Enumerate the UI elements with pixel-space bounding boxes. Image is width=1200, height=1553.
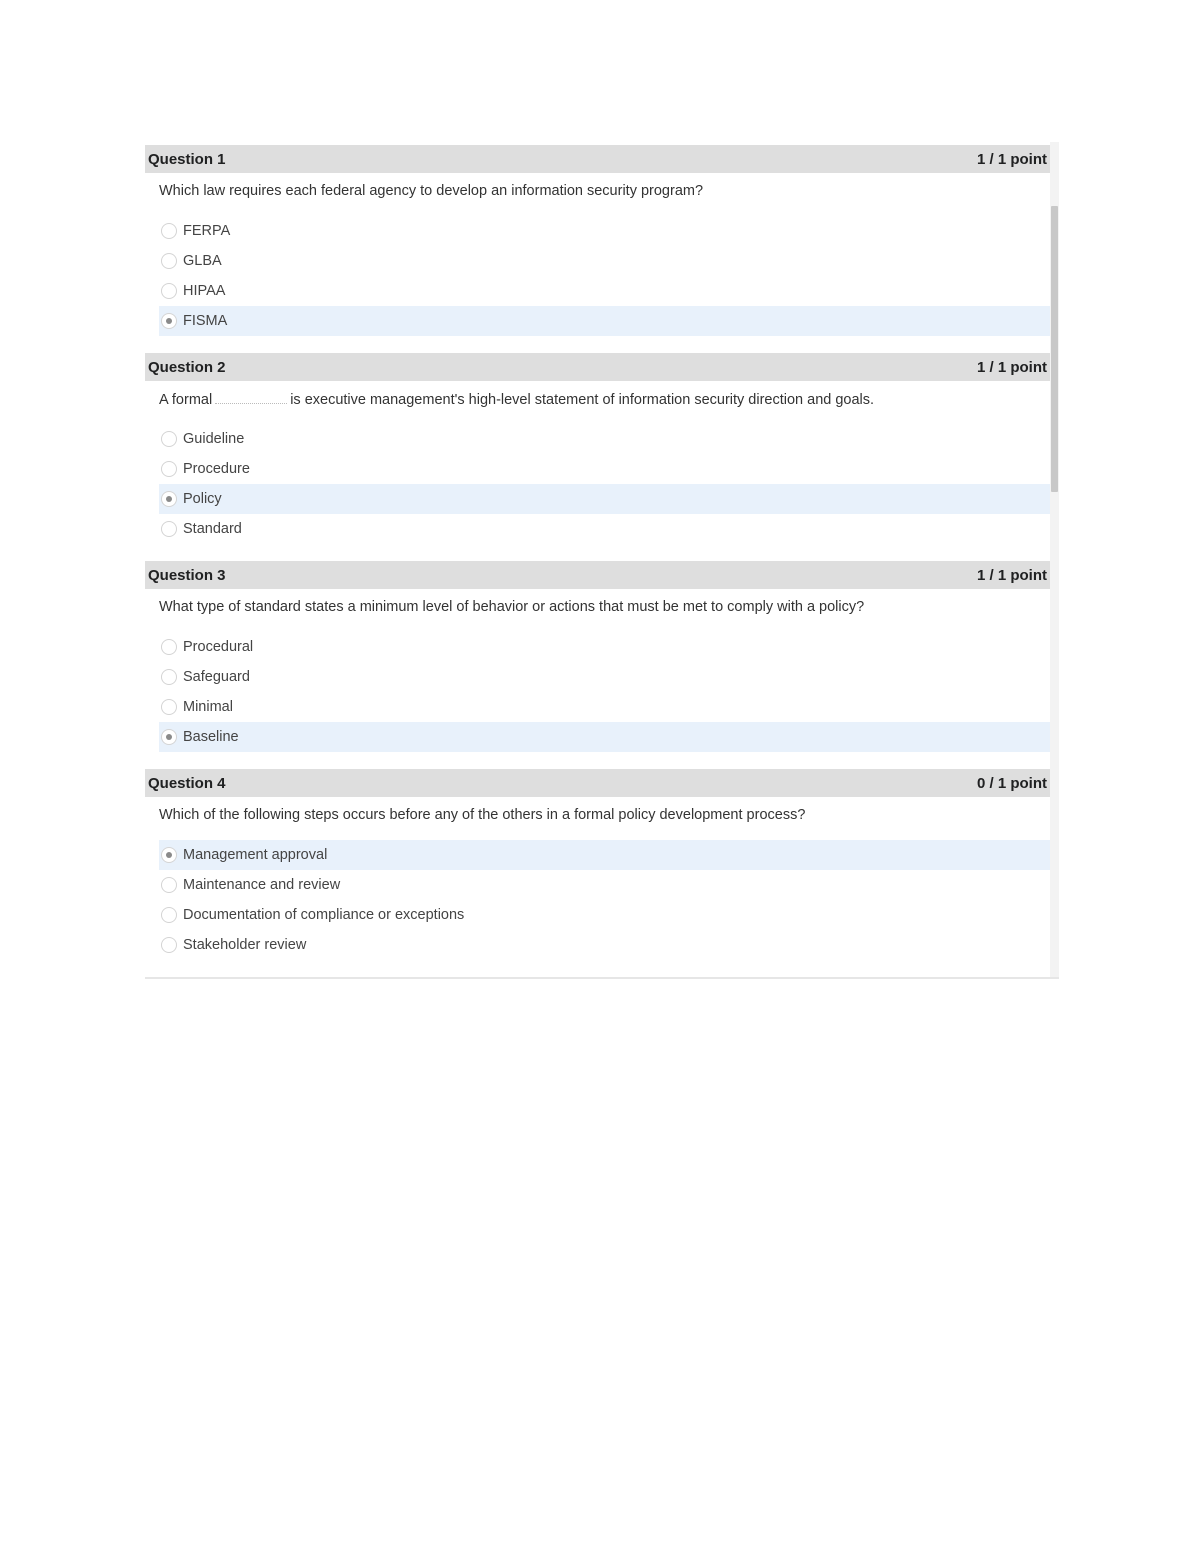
answer-option[interactable] (159, 632, 1050, 662)
question-text-before: A formal (159, 392, 213, 408)
answer-label: GLBA (183, 253, 222, 269)
answer-label: Minimal (183, 699, 233, 715)
answer-options (145, 632, 1050, 752)
question-title: Question 1 (148, 150, 226, 168)
answer-label: Standard (183, 521, 242, 537)
radio-button-icon[interactable] (161, 461, 177, 477)
answer-option-selected[interactable] (159, 306, 1050, 336)
answer-label: FERPA (183, 223, 231, 239)
scrollbar-track[interactable] (1050, 142, 1059, 977)
fill-in-blank (215, 391, 287, 404)
question-2 (145, 353, 1050, 544)
scrollbar-thumb[interactable] (1051, 206, 1058, 492)
radio-button-icon[interactable] (161, 937, 177, 953)
question-text: What type of standard states a minimum level of behavior or actions that must be met to comply with a policy? (159, 599, 865, 615)
answer-label: Policy (183, 491, 222, 507)
radio-button-icon[interactable] (161, 639, 177, 655)
question-4 (145, 769, 1050, 960)
question-text: Which of the following steps occurs before any of the others in a formal policy development process? (159, 807, 806, 823)
answer-label: Baseline (183, 729, 239, 745)
answer-option[interactable] (159, 424, 1050, 454)
answer-label: Procedural (183, 639, 254, 655)
radio-button-selected-icon[interactable] (161, 313, 177, 329)
question-text-after: is executive management's high-level statement of information security direction and goals. (290, 392, 875, 408)
question-header (145, 561, 1050, 589)
radio-button-selected-icon[interactable] (161, 729, 177, 745)
answer-options (145, 216, 1050, 336)
answer-option[interactable] (159, 216, 1050, 246)
quiz-results-panel (145, 142, 1059, 979)
radio-button-selected-icon[interactable] (161, 491, 177, 507)
radio-button-icon[interactable] (161, 283, 177, 299)
answer-label: Procedure (183, 461, 250, 477)
answer-option[interactable] (159, 454, 1050, 484)
answer-label: Maintenance and review (183, 877, 341, 893)
question-score: 0 / 1 point (976, 774, 1047, 792)
question-title: Question 2 (148, 358, 226, 376)
answer-option[interactable] (159, 662, 1050, 692)
radio-button-icon[interactable] (161, 431, 177, 447)
answer-label: Management approval (183, 847, 328, 863)
answer-label: Documentation of compliance or exceptions (183, 907, 465, 923)
radio-button-icon[interactable] (161, 699, 177, 715)
answer-option-selected[interactable] (159, 722, 1050, 752)
answer-option-selected[interactable] (159, 840, 1050, 870)
answer-label: Guideline (183, 431, 245, 447)
radio-button-icon[interactable] (161, 907, 177, 923)
answer-option[interactable] (159, 930, 1050, 960)
question-title: Question 3 (148, 566, 226, 584)
radio-button-icon[interactable] (161, 669, 177, 685)
radio-button-icon[interactable] (161, 877, 177, 893)
answer-option[interactable] (159, 900, 1050, 930)
question-1 (145, 145, 1050, 336)
answer-option-selected[interactable] (159, 484, 1050, 514)
answer-option[interactable] (159, 692, 1050, 722)
question-score: 1 / 1 point (976, 150, 1047, 168)
answer-label: HIPAA (183, 283, 226, 299)
answer-label: FISMA (183, 313, 228, 329)
radio-button-selected-icon[interactable] (161, 847, 177, 863)
question-text (145, 381, 1050, 419)
answer-label: Stakeholder review (183, 937, 307, 953)
question-3 (145, 561, 1050, 752)
question-title: Question 4 (148, 774, 226, 792)
question-header (145, 145, 1050, 173)
question-text: Which law requires each federal agency to develop an information security program? (159, 183, 704, 199)
question-score: 1 / 1 point (976, 566, 1047, 584)
answer-options (145, 424, 1050, 544)
answer-option[interactable] (159, 246, 1050, 276)
radio-button-icon[interactable] (161, 223, 177, 239)
answer-label: Safeguard (183, 669, 250, 685)
answer-option[interactable] (159, 870, 1050, 900)
question-header (145, 353, 1050, 381)
radio-button-icon[interactable] (161, 253, 177, 269)
radio-button-icon[interactable] (161, 521, 177, 537)
answer-options (145, 840, 1050, 960)
answer-option[interactable] (159, 276, 1050, 306)
question-score: 1 / 1 point (976, 358, 1047, 376)
answer-option[interactable] (159, 514, 1050, 544)
question-header (145, 769, 1050, 797)
